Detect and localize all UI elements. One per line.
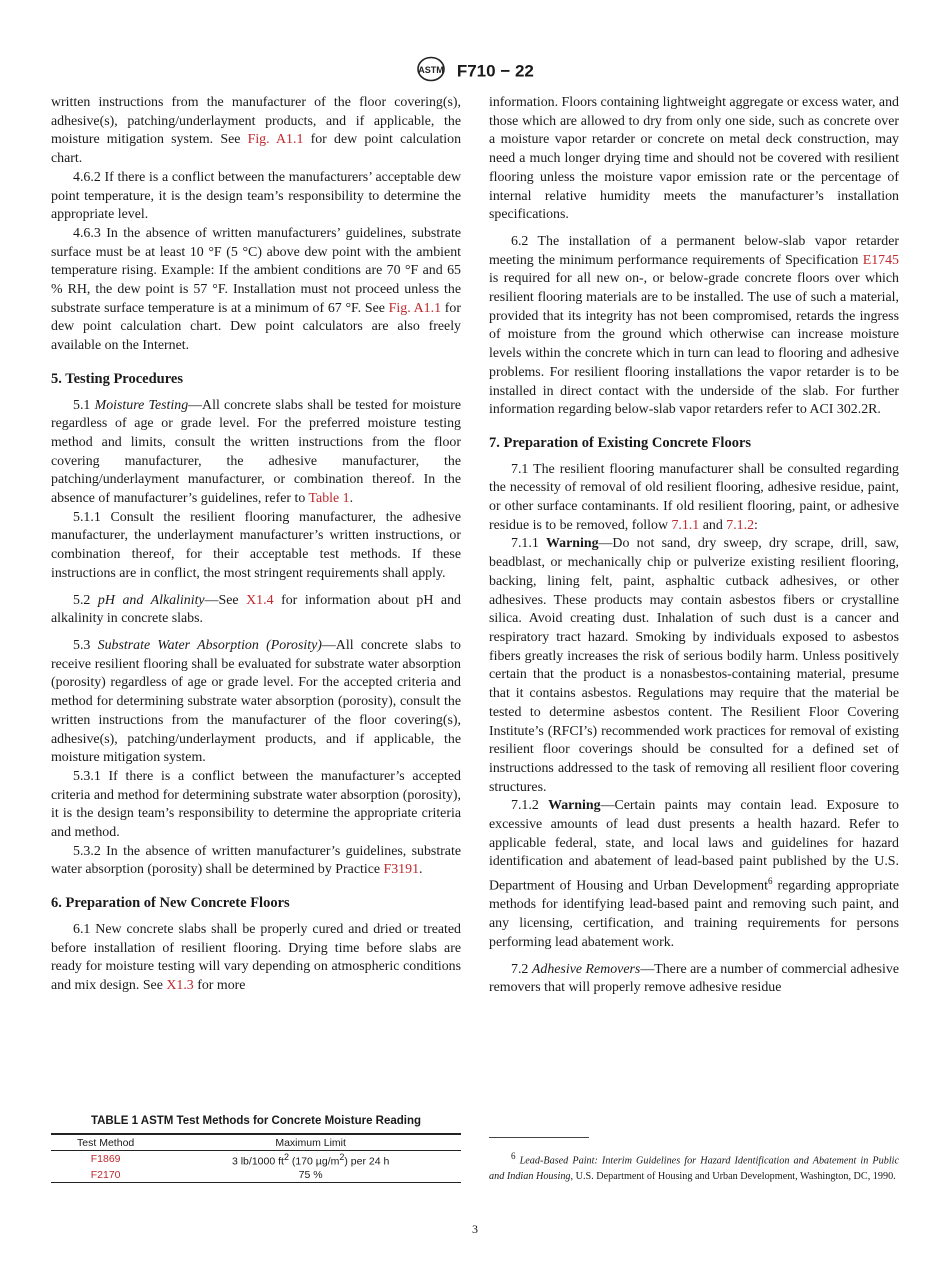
table-header-test-method: Test Method <box>51 1134 160 1151</box>
paragraph-5-1-1: 5.1.1 Consult the resilient flooring manufacturer, the adhesive manufacturer, the underlayment manufacturer’s written instructions, or combination thereof, for their acceptable test methods. If these instructions are in conflict, the most stringent requirements shall apply. <box>51 509 461 581</box>
table-header-maximum-limit: Maximum Limit <box>160 1134 461 1151</box>
document-designation: F710 − 22 <box>456 61 534 81</box>
table-row <box>51 1151 461 1169</box>
astm-logo-icon <box>416 56 446 87</box>
paragraph-7-1: 7.1 The resilient flooring manufacturer shall be consulted regarding the necessity of removal of old resilient flooring, adhesive residue, paint, or other surface contaminants. If old resilient flooring, paint, or adhesive residue is to be removed, follow 7.1.1 and 7.1.2: <box>489 461 899 533</box>
e1745-link[interactable]: E1745 <box>862 252 899 268</box>
paragraph-5-3-2: 5.3.2 In the absence of written manufacturer’s guidelines, substrate water absorption (porosity) shall be determined by Practice F3191. <box>51 843 461 878</box>
paragraph-6-1-cont: information. Floors containing lightweight aggregate or excess water, and those which are allowed to dry from only one side, such as concrete over a moisture vapor retarder or concrete on metal deck construction, may need a much longer drying time and should not be covered with resilient flooring unless the moisture vapor emission rate or the percentage of internal relative humidity meets the manufacturer’s installation specifications. <box>489 95 899 223</box>
section-heading-6: 6. Preparation of New Concrete Floors <box>51 895 290 912</box>
f2170-link[interactable]: F2170 <box>51 1169 160 1183</box>
paragraph-5-3-1: 5.3.1 If there is a conflict between the manufacturer’s accepted criteria and method for determining substrate water absorption (porosity), it is the design team’s responsibility to determine the appropriate criteria and method. <box>51 768 461 841</box>
fig-a1-1-link[interactable]: Fig. A1.1 <box>247 132 304 148</box>
page-header <box>0 56 950 87</box>
page-number: 3 <box>472 1222 478 1236</box>
paragraph-4-6-2: 4.6.2 If there is a conflict between the manufacturers’ acceptable dew point temperature, it is the design team’s responsibility to determine the appropriate level. <box>51 169 461 223</box>
table-cell: 3 lb/1000 $ft^2$ (170 $\mu g/m^2$) per 24 h <box>231 1152 390 1168</box>
footnote-6: $^6$ Lead-Based Paint: Interim Guidelines for Hazard Identification and Abatement in Public and Indian Housing, U.S. Department of Housing and Urban Development, Washington, DC, 1990. <box>489 1151 900 1183</box>
f1869-link[interactable]: F1869 <box>90 1153 121 1166</box>
footnote-divider <box>489 1137 589 1138</box>
section-7-1-1-link[interactable]: 7.1.1 <box>671 517 700 533</box>
left-column <box>51 94 461 996</box>
section-heading-5: 5. Testing Procedures <box>51 370 183 387</box>
right-column <box>489 94 899 998</box>
table-row <box>51 1169 461 1183</box>
x1-4-link[interactable]: X1.4 <box>246 592 274 608</box>
paragraph-7-1-1: 7.1.1 Warning—Do not sand, dry sweep, dry scrape, drill, saw, beadblast, or mechanically chip or pulverize existing resilient flooring, backing, lining felt, paint, asphaltic cutback adhesives, or other adhesives. These products may contain asbestos fibers or crystalline silica. Avoid creating dust. Inhalation of such dust is a cancer and respiratory tract hazard. Smoking by individuals exposed to asbestos fibers greatly increases the risk of serious bodily harm. Unless positively certain that the product is a nonasbestos-containing material, presume that it contains asbestos. Regulations may require that the material be tested to determine asbestos content. The Resilient Floor Covering Institute’s (RFCI’s) recommended work practices for removal of existing resilient floor coverings should be consulted for a defined set of instructions addressed to the task of removing all resilient floor covering structures. <box>489 536 899 795</box>
section-7-1-2-link[interactable]: 7.1.2 <box>726 517 755 533</box>
paragraph-7-1-2: 7.1.2 Warning—Certain paints may contain lead. Exposure to excessive amounts of lead dust presents a health hazard. Refer to applicable federal, state, and local laws and guidelines for hazard identification and abatement of lead-based paint published by the U.S. Department of Housing and Urban Development$^6$ regarding appropriate methods for identifying lead-based paint and removing such paint, and any licensing, certification, and training requirements for persons performing lead abatement work. <box>489 798 899 950</box>
svg-text:ASTM: ASTM <box>418 65 444 75</box>
paragraph-5-2: 5.2 pH and Alkalinity—See X1.4 for information about pH and alkalinity in concrete slabs. <box>51 592 461 627</box>
paragraph-4-6-3: 4.6.3 In the absence of written manufacturers’ guidelines, substrate surface must be at least 10 °F (5 °C) above dew point with the ambient temperature rising. Example: If the ambient conditions are 70 °F and 65 % RH, the dew point is 57 °F. Installation must not proceed unless the substrate surface temperature is at a minimum of 67 °F. See Fig. A1.1 for dew point calculation chart. Dew point calculators are also freely available on the Internet. <box>51 225 462 354</box>
paragraph-6-2: 6.2 The installation of a permanent below-slab vapor retarder meeting the minimum performance requirements of Specification E1745 is required for all new on-, or below-grade concrete floors over which resilient flooring materials are to be installed. The use of such a material, provided that its integrity has not been compromised, retards the ingress of moisture from the ground which otherwise can increase moisture levels within the concrete which in turn can lead to flooring and adhesive problems. For resilient flooring installations the vapor retarder is to be installed in direct contact with the underside of the slab. For further information regarding below-slab vapor retarders refer to ACI 302.2R. <box>489 233 899 418</box>
table-1-title: TABLE 1 ASTM Test Methods for Concrete Moisture Reading <box>90 1115 422 1127</box>
paragraph-7-2: 7.2 Adhesive Removers—There are a number of commercial adhesive removers that will properly remove adhesive residue <box>489 961 899 996</box>
paragraph-5-3: 5.3 Substrate Water Absorption (Porosity)—All concrete slabs to receive resilient flooring shall be evaluated for substrate water absorption (porosity) regardless of age or grade level. For the accepted criteria and method for determining substrate water absorption (porosity), consult the written instructions from the manufacturer of the floor covering(s), adhesive(s), patching/underlayment products, and if applicable, the moisture mitigation system. <box>51 637 461 766</box>
table-1-link[interactable]: Table 1 <box>308 491 350 507</box>
section-heading-7: 7. Preparation of Existing Concrete Floors <box>489 434 752 451</box>
table-1 <box>51 1115 461 1183</box>
f3191-link[interactable]: F3191 <box>383 862 420 878</box>
paragraph-6-1: 6.1 New concrete slabs shall be properly cured and dried or treated before installation of resilient flooring. Drying time before slabs are ready for moisture testing will vary depending on atmospheric conditions and mix design. See X1.3 for more <box>51 921 461 993</box>
fig-a1-1-link[interactable]: Fig. A1.1 <box>388 300 442 316</box>
paragraph-5-1: 5.1 Moisture Testing—All concrete slabs shall be tested for moisture regardless of age or grade level. For the preferred moisture testing method and limits, consult the written instructions from the floor covering manufacturer, the adhesive manufacturer, the patching/underlayment manufacturer, or combination thereof. In the absence of manufacturer’s guidelines, refer to Table 1. <box>51 397 461 507</box>
x1-3-link[interactable]: X1.3 <box>166 977 194 993</box>
moisture-test-table <box>51 1133 461 1183</box>
table-cell: 75 % <box>160 1169 461 1183</box>
paragraph-4-6-1-cont: written instructions from the manufacturer of the floor covering(s), adhesive(s), patching/underlayment products, and if applicable, the moisture mitigation system. See Fig. A1.1 for dew point calculation chart. <box>51 95 462 167</box>
